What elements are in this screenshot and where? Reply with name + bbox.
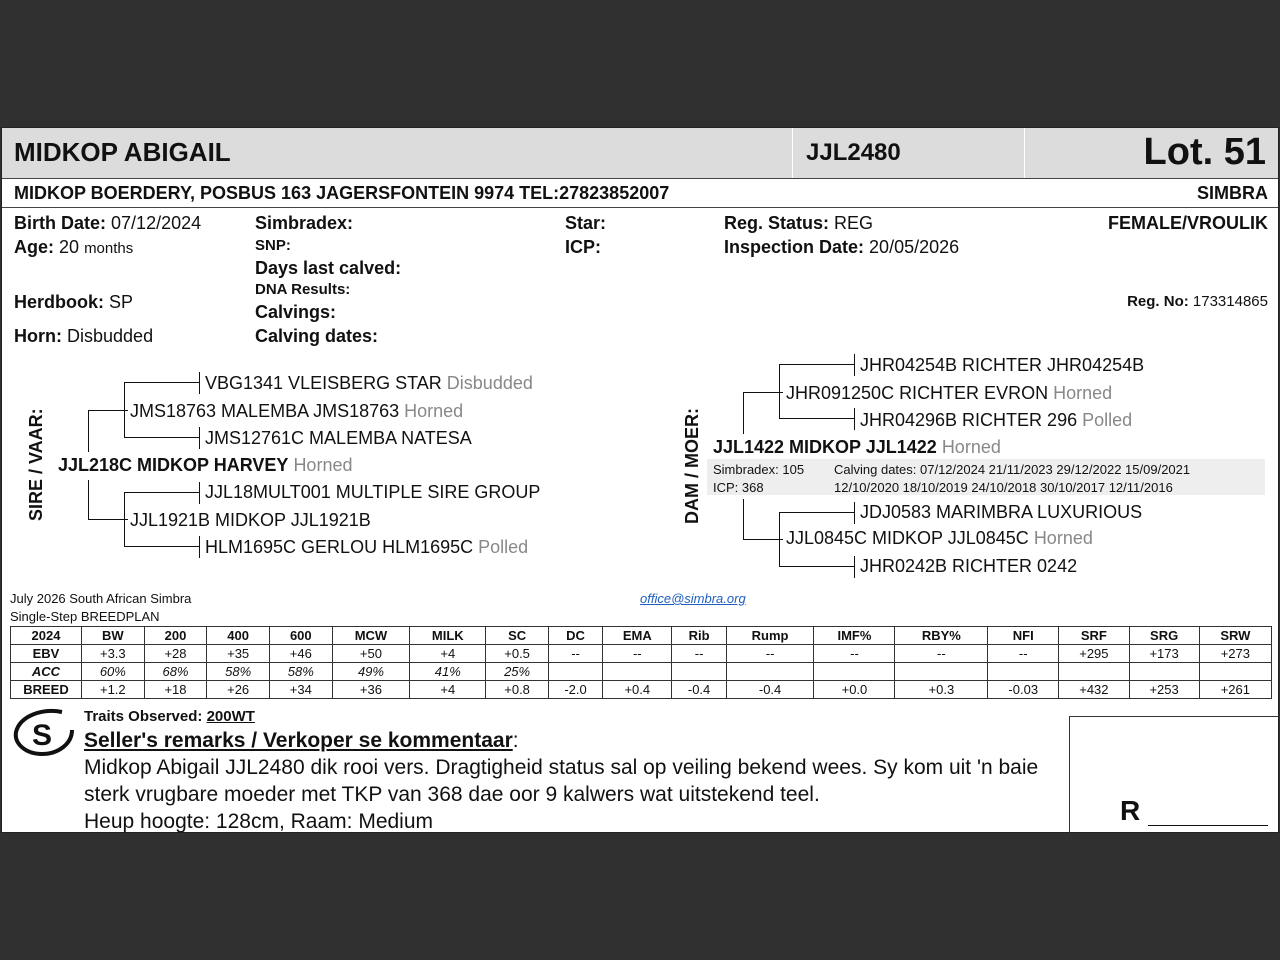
ebv-cell bbox=[1199, 663, 1271, 681]
remarks-line-1: Midkop Abigail JJL2480 dik rooi vers. Dragtigheid status sal op veiling bekend wees. Sy kom uit 'n baie sterk vrugbare moeder met TKP van 368 dae oor 9 kalwers wat uitstekend teel. bbox=[84, 756, 1039, 806]
dam-side-label: DAM / MOER: bbox=[682, 408, 702, 524]
ebv-row-label: EBV bbox=[11, 645, 82, 663]
dna-results-label: DNA Results: bbox=[255, 281, 351, 298]
ebv-cell: 58% bbox=[207, 663, 270, 681]
ebv-cell: -- bbox=[672, 645, 726, 663]
ebv-cell: 25% bbox=[486, 663, 549, 681]
simbra-logo-icon bbox=[12, 706, 74, 758]
inspection-date: Inspection Date: 20/05/2026 bbox=[724, 237, 960, 257]
ebv-cell: +0.4 bbox=[603, 681, 672, 699]
herdbook: Herdbook: SP bbox=[14, 292, 134, 312]
sire-sire: JMS18763 MALEMBA JMS18763 Horned bbox=[130, 401, 464, 421]
reg-status: Reg. Status: REG bbox=[724, 213, 874, 233]
ebv-cell: SC bbox=[486, 627, 549, 645]
ebv-cell: +4 bbox=[410, 645, 486, 663]
remarks-text bbox=[84, 754, 1044, 835]
ebv-cell: 60% bbox=[82, 663, 145, 681]
ebv-cell: +273 bbox=[1199, 645, 1271, 663]
ebv-cell: 400 bbox=[207, 627, 270, 645]
ebv-cell: +34 bbox=[269, 681, 332, 699]
ebv-cell: Rib bbox=[672, 627, 726, 645]
dam-sire: JHR091250C RICHTER EVRON Horned bbox=[786, 383, 1113, 403]
ebv-cell bbox=[672, 663, 726, 681]
ebv-cell: 49% bbox=[332, 663, 410, 681]
birth-date: Birth Date: 07/12/2024 bbox=[14, 213, 202, 233]
ebv-cell: SRW bbox=[1199, 627, 1271, 645]
ebv-cell: 600 bbox=[269, 627, 332, 645]
ebv-row-acc bbox=[11, 663, 1272, 681]
ebv-cell bbox=[603, 663, 672, 681]
ebv-cell: RBY% bbox=[895, 627, 988, 645]
lot-card bbox=[1, 127, 1279, 833]
ebv-cell: NFI bbox=[988, 627, 1059, 645]
dam-sire-sire: JHR04254B RICHTER JHR04254B bbox=[860, 355, 1145, 375]
sire: JJL218C MIDKOP HARVEY Horned bbox=[58, 455, 353, 475]
ebv-cell bbox=[988, 663, 1059, 681]
dam-simbradex: Simbradex: 105 bbox=[713, 462, 805, 477]
ebv-cell: +173 bbox=[1129, 645, 1199, 663]
ebv-cell: +0.0 bbox=[814, 681, 895, 699]
ebv-row-label: BREED bbox=[11, 681, 82, 699]
ebv-cell: +432 bbox=[1059, 681, 1129, 699]
days-last-calved-label: Days last calved: bbox=[255, 258, 402, 278]
traits-observed: Traits Observed: 200WT bbox=[84, 708, 255, 725]
ebv-cell: EMA bbox=[603, 627, 672, 645]
age: Age: 20 months bbox=[14, 237, 134, 257]
breed-label: SIMBRA bbox=[1197, 183, 1268, 203]
ebv-cell: Rump bbox=[726, 627, 814, 645]
sire-sire-sire: VBG1341 VLEISBERG STAR Disbudded bbox=[205, 373, 533, 393]
dam-dam: JJL0845C MIDKOP JJL0845C Horned bbox=[786, 528, 1093, 548]
lot-number: Lot. 51 bbox=[1143, 131, 1266, 173]
sire-dam-dam: HLM1695C GERLOU HLM1695C Polled bbox=[205, 537, 529, 557]
ebv-cell bbox=[1129, 663, 1199, 681]
calvings-label: Calvings: bbox=[255, 302, 337, 322]
simbradex-label: Simbradex: bbox=[255, 213, 354, 233]
sire-sire-dam: JMS12761C MALEMBA NATESA bbox=[205, 428, 472, 448]
dam-calving-dates-1: Calving dates: 07/12/2024 21/11/2023 29/12/2022 15/09/2021 bbox=[834, 462, 1191, 477]
ebv-cell: +4 bbox=[410, 681, 486, 699]
ebv-cell: MCW bbox=[332, 627, 410, 645]
ebv-cell: IMF% bbox=[814, 627, 895, 645]
price-box[interactable] bbox=[1069, 716, 1279, 835]
logo-letter: S bbox=[32, 719, 53, 752]
sire-dam: JJL1921B MIDKOP JJL1921B bbox=[130, 510, 371, 530]
dam: JJL1422 MIDKOP JJL1422 Horned bbox=[713, 437, 1001, 457]
ebv-cell bbox=[1059, 663, 1129, 681]
ebv-cell: -0.03 bbox=[988, 681, 1059, 699]
ebv-cell bbox=[548, 663, 602, 681]
owner-address: MIDKOP BOERDERY, POSBUS 163 JAGERSFONTEIN 9974 TEL:27823852007 bbox=[14, 183, 670, 203]
ebv-cell: +295 bbox=[1059, 645, 1129, 663]
evaluation-title-2: Single-Step BREEDPLAN bbox=[10, 609, 160, 624]
animal-id: JJL2480 bbox=[806, 139, 901, 166]
ebv-row-label: 2024 bbox=[11, 627, 82, 645]
dam-calving-dates-2: 12/10/2020 18/10/2019 24/10/2018 30/10/2017 12/11/2016 bbox=[834, 480, 1173, 495]
ebv-cell bbox=[814, 663, 895, 681]
horn-status: Horn: Disbudded bbox=[14, 326, 154, 346]
ebv-cell: +36 bbox=[332, 681, 410, 699]
ebv-cell: -- bbox=[988, 645, 1059, 663]
reg-no: Reg. No: 173314865 bbox=[1127, 293, 1268, 310]
ebv-cell bbox=[726, 663, 814, 681]
snp-label: SNP: bbox=[255, 237, 291, 254]
ebv-table bbox=[10, 626, 1272, 699]
dam-dam-dam: JHR0242B RICHTER 0242 bbox=[860, 556, 1078, 576]
ebv-cell: -0.4 bbox=[672, 681, 726, 699]
ebv-row-breed bbox=[11, 681, 1272, 699]
title-bar bbox=[2, 128, 1278, 179]
ebv-cell: -- bbox=[603, 645, 672, 663]
ebv-cell: 68% bbox=[144, 663, 207, 681]
ebv-cell: +1.2 bbox=[82, 681, 145, 699]
star-label: Star: bbox=[565, 213, 607, 233]
ebv-cell: -- bbox=[548, 645, 602, 663]
ebv-cell: 58% bbox=[269, 663, 332, 681]
email-link[interactable]: office@simbra.org bbox=[640, 591, 746, 606]
ebv-cell: +18 bbox=[144, 681, 207, 699]
remarks-heading: Seller's remarks / Verkoper se kommentaar: bbox=[84, 729, 519, 752]
ebv-cell: +261 bbox=[1199, 681, 1271, 699]
calving-dates-label: Calving dates: bbox=[255, 326, 379, 346]
ebv-row-ebv bbox=[11, 645, 1272, 663]
ebv-cell bbox=[895, 663, 988, 681]
ebv-header-row bbox=[11, 627, 1272, 645]
owner-bar bbox=[2, 179, 1278, 208]
animal-name: MIDKOP ABIGAIL bbox=[14, 137, 231, 167]
sire-side-label: SIRE / VAAR: bbox=[26, 408, 46, 521]
ebv-cell: +28 bbox=[144, 645, 207, 663]
ebv-cell: +253 bbox=[1129, 681, 1199, 699]
dam-icp: ICP: 368 bbox=[713, 480, 764, 495]
sire-dam-sire: JJL18MULT001 MULTIPLE SIRE GROUP bbox=[205, 482, 541, 502]
ebv-cell: -- bbox=[895, 645, 988, 663]
ebv-row-label: ACC bbox=[11, 663, 82, 681]
remarks-line-2: Heup hoogte: 128cm, Raam: Medium bbox=[84, 810, 434, 833]
ebv-cell: MILK bbox=[410, 627, 486, 645]
ebv-cell: +3.3 bbox=[82, 645, 145, 663]
evaluation-title-1: July 2026 South African Simbra bbox=[10, 591, 192, 606]
ebv-cell: SRF bbox=[1059, 627, 1129, 645]
ebv-cell: -2.0 bbox=[548, 681, 602, 699]
ebv-cell: -- bbox=[726, 645, 814, 663]
ebv-cell: DC bbox=[548, 627, 602, 645]
dam-sire-dam: JHR04296B RICHTER 296 Polled bbox=[860, 410, 1133, 430]
ebv-cell: BW bbox=[82, 627, 145, 645]
ebv-cell: 41% bbox=[410, 663, 486, 681]
ebv-cell: +50 bbox=[332, 645, 410, 663]
price-label: R bbox=[1120, 795, 1141, 826]
sex-label: FEMALE/VROULIK bbox=[1108, 213, 1268, 233]
ebv-cell: +0.5 bbox=[486, 645, 549, 663]
dam-dam-sire: JDJ0583 MARIMBRA LUXURIOUS bbox=[860, 502, 1143, 522]
ebv-cell: +46 bbox=[269, 645, 332, 663]
ebv-cell: +0.3 bbox=[895, 681, 988, 699]
ebv-cell: -0.4 bbox=[726, 681, 814, 699]
ebv-cell: 200 bbox=[144, 627, 207, 645]
ebv-cell: +0.8 bbox=[486, 681, 549, 699]
ebv-cell: +26 bbox=[207, 681, 270, 699]
ebv-cell: -- bbox=[814, 645, 895, 663]
ebv-cell: +35 bbox=[207, 645, 270, 663]
icp-label: ICP: bbox=[565, 237, 601, 257]
ebv-cell: SRG bbox=[1129, 627, 1199, 645]
